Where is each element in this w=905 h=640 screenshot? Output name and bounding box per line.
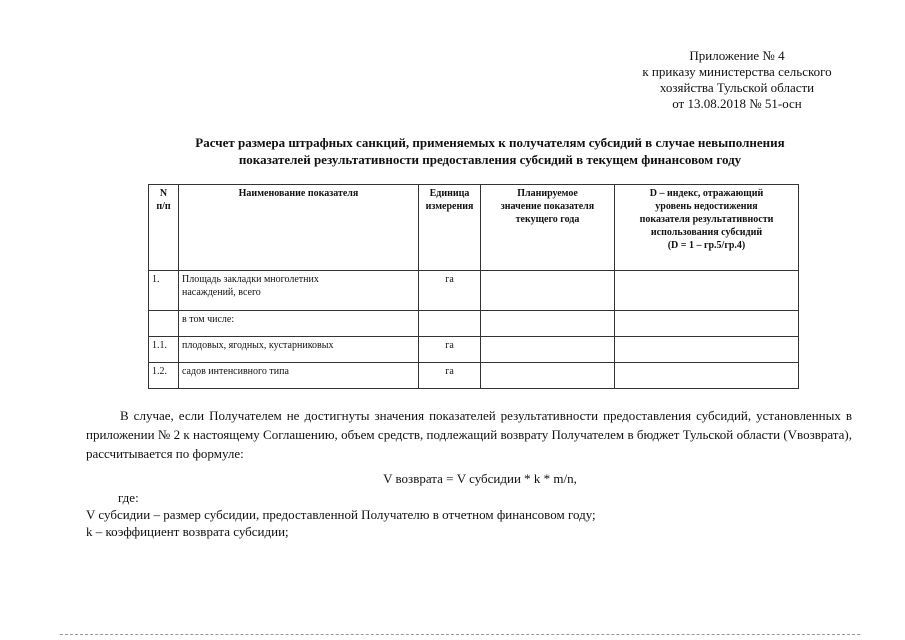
row-name: в том числе: — [179, 311, 419, 337]
return-formula: V возврата = V субсидии * k * m/n, — [383, 471, 577, 486]
header-d-index — [615, 185, 799, 271]
document-title — [140, 134, 840, 168]
header-plan — [481, 185, 615, 271]
row-d-value — [615, 337, 799, 363]
row-unit: га — [419, 271, 481, 311]
header-num-line: п/п — [156, 201, 171, 212]
definition-subsidy: V субсидии – размер субсидии, предоставленной Получателю в отчетном финансовом году; — [86, 507, 596, 522]
row-d-value — [615, 363, 799, 389]
row-unit — [419, 311, 481, 337]
row-name — [179, 271, 419, 311]
definition-coefficient: k – коэффициент возврата субсидии; — [86, 524, 289, 539]
header-unit-line: Единица — [429, 188, 470, 199]
header-d-line: использования субсидий — [650, 227, 763, 238]
appendix-ministry: хозяйства Тульской области — [659, 80, 815, 95]
appendix-date-number: от 13.08.2018 № 51-осн — [672, 96, 802, 111]
row-plan-value — [481, 311, 615, 337]
row-plan-value — [481, 363, 615, 389]
document-title-line2: показателей результативности предоставления субсидий в текущем финансовом году — [238, 152, 742, 167]
row-name-line: Площадь закладки многолетних — [182, 274, 319, 285]
row-unit: га — [419, 363, 481, 389]
header-d-line: (D = 1 – гр.5/гр.4) — [667, 240, 746, 251]
row-name: плодовых, ягодных, кустарниковых — [179, 337, 419, 363]
header-num-line: N — [159, 188, 168, 199]
table-row — [149, 337, 799, 363]
row-unit: га — [419, 337, 481, 363]
row-plan-value — [481, 337, 615, 363]
row-num: 1.2. — [149, 363, 179, 389]
appendix-title: Приложение № 4 — [689, 48, 785, 63]
appendix-block — [612, 48, 862, 112]
appendix-order-ref: к приказу министерства сельского — [642, 64, 832, 79]
header-num — [149, 185, 179, 271]
table-row — [149, 363, 799, 389]
header-name: Наименование показателя — [179, 185, 419, 271]
header-unit-line: измерения — [425, 201, 474, 212]
header-plan-line: текущего года — [515, 214, 580, 225]
header-plan-line: Планируемое — [517, 188, 578, 199]
row-d-value — [615, 271, 799, 311]
table-header-row — [149, 185, 799, 271]
row-num: 1.1. — [149, 337, 179, 363]
row-name-line: насаждений, всего — [182, 287, 261, 298]
header-d-line: показателя результативности — [639, 214, 774, 225]
header-d-line: D – индекс, отражающий — [649, 188, 764, 199]
scan-edge-line — [60, 634, 860, 636]
indicators-table — [148, 184, 799, 389]
formula-where: где: — [118, 490, 139, 505]
row-name: садов интенсивного типа — [179, 363, 419, 389]
row-num: 1. — [149, 271, 179, 311]
table-row — [149, 311, 799, 337]
header-plan-line: значение показателя — [500, 201, 595, 212]
row-d-value — [615, 311, 799, 337]
document-title-line1: Расчет размера штрафных санкций, применяемых к получателям субсидий в случае невыполнения — [195, 135, 785, 150]
row-plan-value — [481, 271, 615, 311]
header-d-line: уровень недостижения — [655, 201, 758, 212]
header-unit — [419, 185, 481, 271]
row-num — [149, 311, 179, 337]
table-row — [149, 271, 799, 311]
body-paragraph: В случае, если Получателем не достигнуты значения показателей результативности предоставления субсидий, установленных в приложении № 2 к настоящему Соглашению, объем средств, подлежащий возврату Получателем в бюджет Тульской области (Vвозврата), рассчитывается по формуле: — [86, 408, 852, 461]
